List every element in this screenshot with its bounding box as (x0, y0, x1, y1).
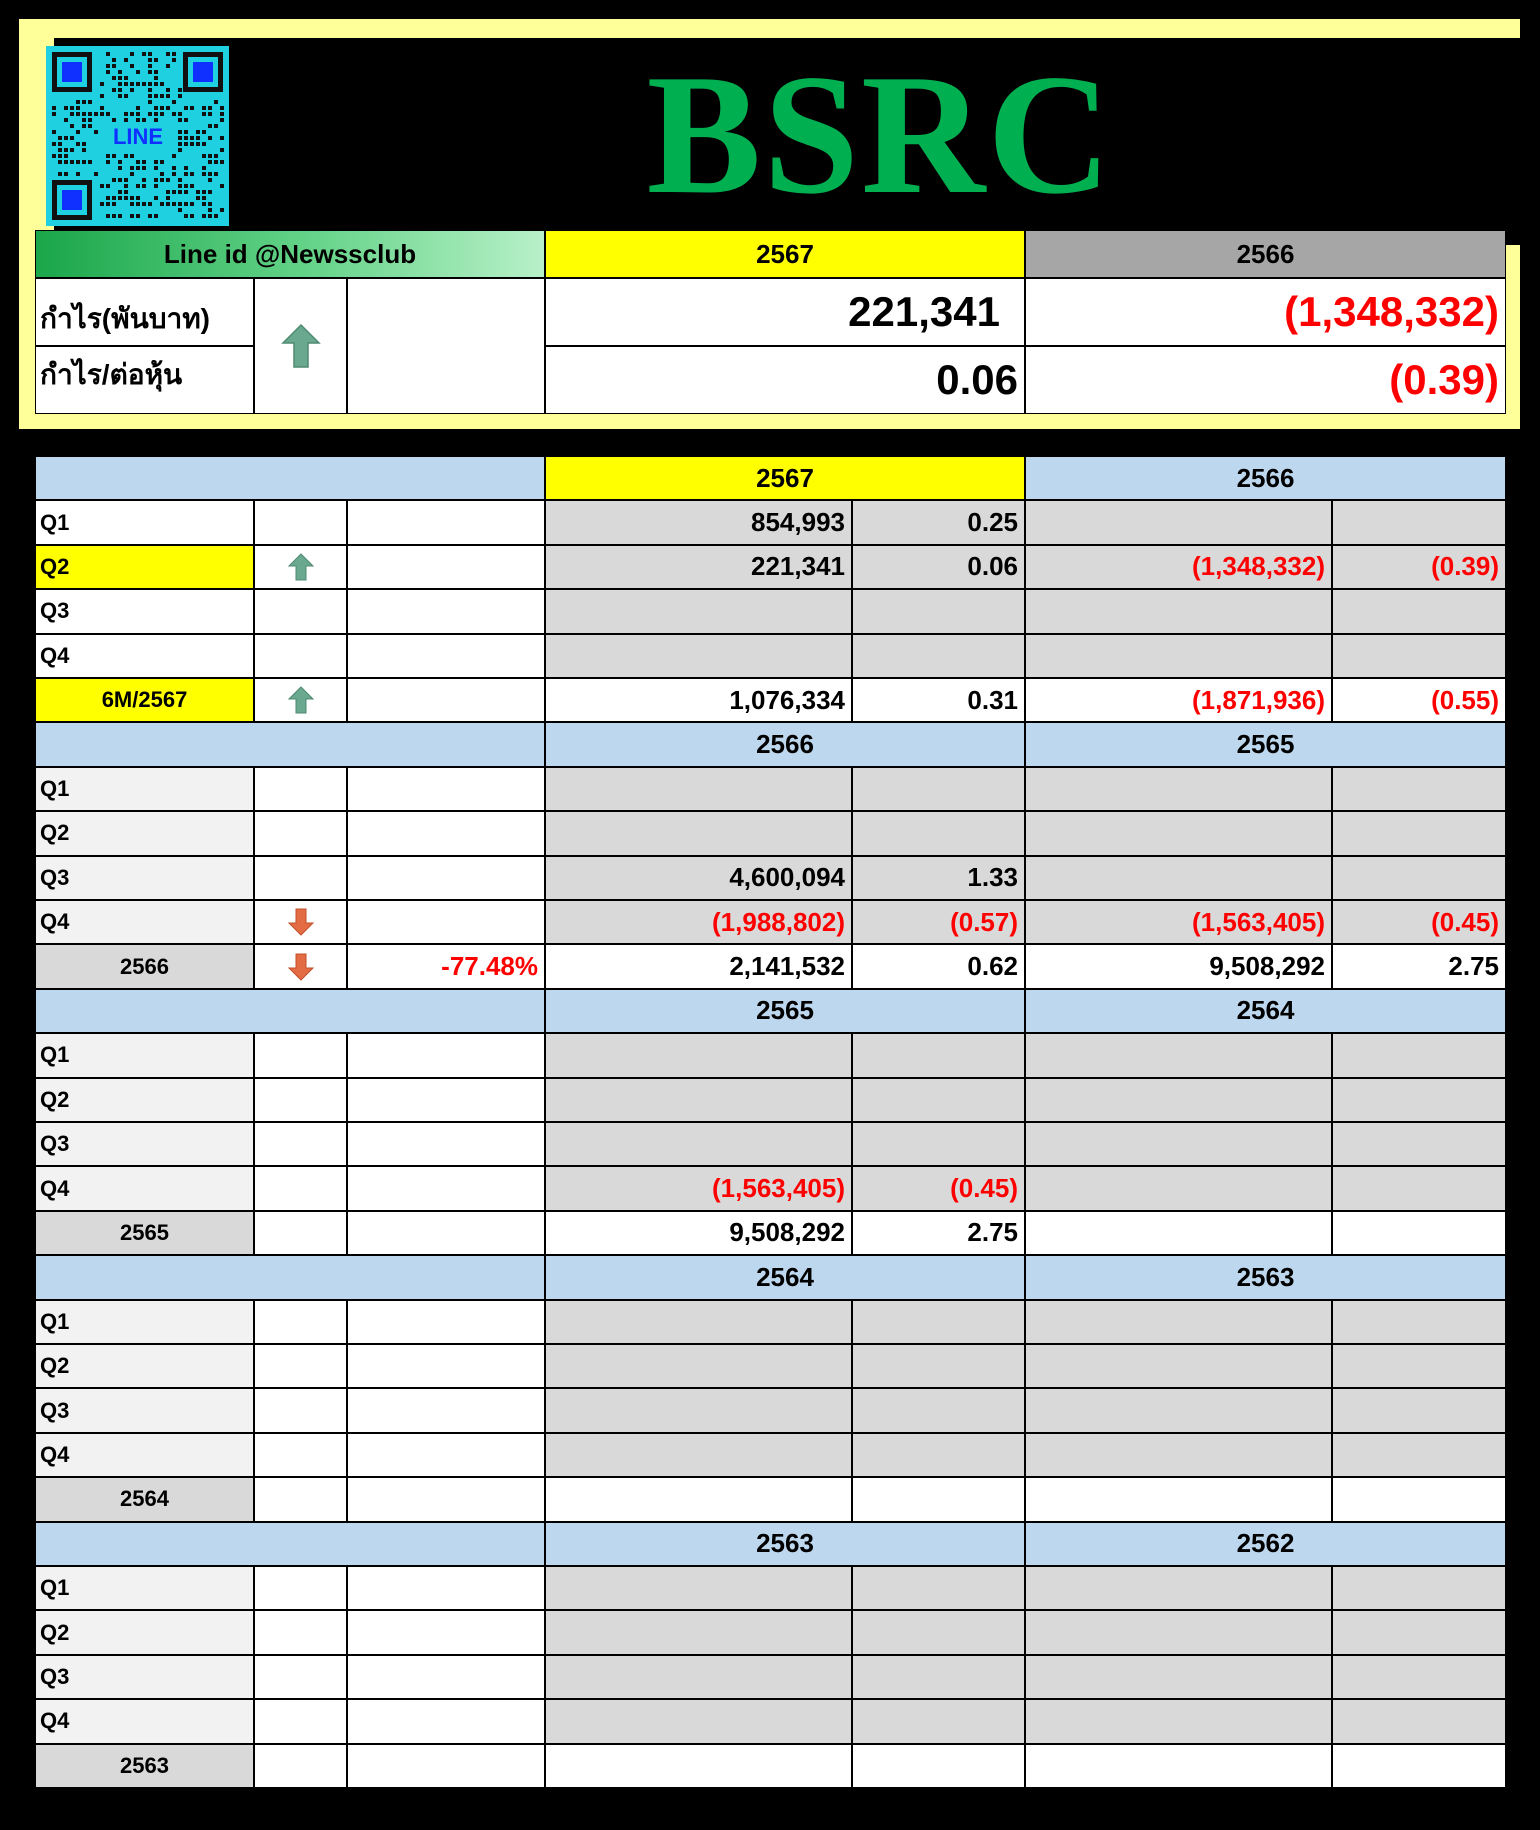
percent-change (347, 1166, 545, 1210)
value-b (1025, 1122, 1332, 1166)
row-label: 2566 (35, 944, 254, 988)
eps-a (852, 1344, 1025, 1388)
value-b (1025, 1744, 1332, 1788)
eps-a (852, 1300, 1025, 1344)
eps-a (852, 1566, 1025, 1610)
percent-change (347, 1477, 545, 1521)
percent-change (347, 1078, 545, 1122)
trend-cell (254, 1300, 347, 1344)
percent-change (347, 1433, 545, 1477)
section-header-blank (35, 1255, 545, 1299)
eps-a (852, 1033, 1025, 1077)
value-b (1025, 1699, 1332, 1743)
value-a (545, 1433, 852, 1477)
trend-cell (254, 1033, 347, 1077)
eps-b (1332, 1166, 1506, 1210)
value-a (545, 1122, 852, 1166)
trend-cell (254, 1078, 347, 1122)
value-a (545, 767, 852, 811)
percent-change (347, 1122, 545, 1166)
eps-a: 2.75 (852, 1211, 1025, 1255)
trend-cell (254, 811, 347, 855)
row-label: Q1 (35, 767, 254, 811)
percent-change (347, 1344, 545, 1388)
eps-a (852, 767, 1025, 811)
eps-a (852, 1610, 1025, 1654)
trend-cell (254, 1477, 347, 1521)
section-header-blank (35, 456, 545, 500)
value-b (1025, 1566, 1332, 1610)
value-a (545, 1610, 852, 1654)
trend-cell (254, 944, 347, 988)
row-label: 2563 (35, 1744, 254, 1788)
percent-change (347, 500, 545, 544)
row-label: 2565 (35, 1211, 254, 1255)
row-label: 6M/2567 (35, 678, 254, 722)
eps-a (852, 1388, 1025, 1432)
row-label: Q4 (35, 900, 254, 944)
header-eps-prev: (0.39) (1025, 346, 1506, 414)
value-a (545, 1566, 852, 1610)
trend-cell (254, 589, 347, 633)
eps-a: (0.45) (852, 1166, 1025, 1210)
eps-b (1332, 1033, 1506, 1077)
value-a (545, 1300, 852, 1344)
eps-b (1332, 1388, 1506, 1432)
eps-b (1332, 500, 1506, 544)
eps-a: 0.62 (852, 944, 1025, 988)
header-year-current: 2567 (545, 230, 1025, 278)
trend-cell (254, 545, 347, 589)
section-year-a: 2566 (545, 722, 1025, 766)
value-b (1025, 1078, 1332, 1122)
eps-b (1332, 856, 1506, 900)
value-a (545, 811, 852, 855)
eps-b (1332, 1078, 1506, 1122)
value-a (545, 1744, 852, 1788)
value-a: (1,563,405) (545, 1166, 852, 1210)
eps-b: (0.55) (1332, 678, 1506, 722)
header-profit-prev: (1,348,332) (1025, 278, 1506, 346)
company-ticker-title: BSRC (646, 40, 1114, 230)
percent-change (347, 678, 545, 722)
row-label: Q3 (35, 856, 254, 900)
line-qr-code[interactable] (46, 46, 229, 226)
row-label: Q4 (35, 634, 254, 678)
percent-change (347, 1610, 545, 1654)
percent-change (347, 1699, 545, 1743)
value-b (1025, 1610, 1332, 1654)
value-a (545, 1033, 852, 1077)
value-a: 1,076,334 (545, 678, 852, 722)
trend-cell (254, 1566, 347, 1610)
eps-b (1332, 1655, 1506, 1699)
value-a (545, 1388, 852, 1432)
trend-cell (254, 678, 347, 722)
profit-label: กำไร(พันบาท) (35, 278, 254, 346)
eps-a (852, 1655, 1025, 1699)
value-b: 9,508,292 (1025, 944, 1332, 988)
row-label: Q3 (35, 1655, 254, 1699)
eps-label: กำไร/ต่อหุ้น (35, 346, 254, 414)
trend-cell (254, 856, 347, 900)
eps-b (1332, 1344, 1506, 1388)
eps-a: 0.31 (852, 678, 1025, 722)
value-b (1025, 1477, 1332, 1521)
value-b (1025, 589, 1332, 633)
percent-change (347, 1300, 545, 1344)
value-a: 854,993 (545, 500, 852, 544)
trend-cell (254, 1610, 347, 1654)
eps-b (1332, 811, 1506, 855)
eps-b (1332, 589, 1506, 633)
value-a (545, 1078, 852, 1122)
percent-change (347, 1566, 545, 1610)
row-label: Q3 (35, 589, 254, 633)
percent-change (347, 811, 545, 855)
percent-change (347, 589, 545, 633)
percent-change (347, 1211, 545, 1255)
eps-b (1332, 1699, 1506, 1743)
eps-b (1332, 1122, 1506, 1166)
eps-b (1332, 1300, 1506, 1344)
percent-change (347, 1033, 545, 1077)
trend-cell (254, 1655, 347, 1699)
eps-a (852, 1699, 1025, 1743)
value-b: (1,348,332) (1025, 545, 1332, 589)
row-label: Q1 (35, 1033, 254, 1077)
trend-cell (254, 1744, 347, 1788)
value-a: 9,508,292 (545, 1211, 852, 1255)
arrow-down-icon (288, 908, 314, 936)
profit-trend (254, 278, 347, 414)
eps-b (1332, 1477, 1506, 1521)
arrow-up-icon (281, 323, 321, 369)
value-b (1025, 811, 1332, 855)
section-year-b: 2563 (1025, 1255, 1506, 1299)
row-label: Q2 (35, 1610, 254, 1654)
row-label: Q2 (35, 545, 254, 589)
eps-a (852, 1122, 1025, 1166)
value-b (1025, 856, 1332, 900)
value-b (1025, 1388, 1332, 1432)
arrow-up-icon (288, 686, 314, 714)
section-header-blank (35, 722, 545, 766)
section-year-b: 2564 (1025, 989, 1506, 1033)
section-year-a: 2563 (545, 1522, 1025, 1566)
header-eps-current: 0.06 (545, 346, 1025, 414)
value-b (1025, 500, 1332, 544)
value-b (1025, 1033, 1332, 1077)
trend-cell (254, 1344, 347, 1388)
section-year-a: 2567 (545, 456, 1025, 500)
eps-a: (0.57) (852, 900, 1025, 944)
value-b (1025, 634, 1332, 678)
value-a (545, 1655, 852, 1699)
section-header-blank (35, 989, 545, 1033)
row-label: Q4 (35, 1699, 254, 1743)
header-profit-current: 221,341 (545, 278, 1025, 346)
eps-b (1332, 767, 1506, 811)
percent-change (347, 1655, 545, 1699)
section-year-a: 2564 (545, 1255, 1025, 1299)
percent-change (347, 767, 545, 811)
value-b (1025, 1433, 1332, 1477)
percent-change (347, 856, 545, 900)
value-b (1025, 1166, 1332, 1210)
eps-b: 2.75 (1332, 944, 1506, 988)
eps-a (852, 811, 1025, 855)
eps-a (852, 1078, 1025, 1122)
percent-change (347, 1744, 545, 1788)
eps-a: 1.33 (852, 856, 1025, 900)
row-label: Q2 (35, 1078, 254, 1122)
value-b (1025, 1655, 1332, 1699)
section-year-b: 2562 (1025, 1522, 1506, 1566)
header-blank-cell (347, 278, 545, 414)
value-a (545, 589, 852, 633)
value-a: 221,341 (545, 545, 852, 589)
value-a: 4,600,094 (545, 856, 852, 900)
value-b (1025, 1344, 1332, 1388)
eps-a (852, 1433, 1025, 1477)
arrow-down-icon (288, 953, 314, 981)
eps-a (852, 589, 1025, 633)
eps-a (852, 1477, 1025, 1521)
percent-change (347, 545, 545, 589)
section-header-blank (35, 1522, 545, 1566)
value-a (545, 1477, 852, 1521)
row-label: Q4 (35, 1166, 254, 1210)
eps-b (1332, 634, 1506, 678)
row-label: Q1 (35, 1300, 254, 1344)
qr-line-label: LINE (102, 124, 174, 150)
eps-b: (0.45) (1332, 900, 1506, 944)
value-b: (1,563,405) (1025, 900, 1332, 944)
section-year-b: 2565 (1025, 722, 1506, 766)
value-a: (1,988,802) (545, 900, 852, 944)
row-label: Q2 (35, 1344, 254, 1388)
trend-cell (254, 634, 347, 678)
eps-b (1332, 1211, 1506, 1255)
row-label: Q3 (35, 1388, 254, 1432)
value-b (1025, 1300, 1332, 1344)
eps-b: (0.39) (1332, 545, 1506, 589)
value-b (1025, 767, 1332, 811)
value-a (545, 1699, 852, 1743)
eps-a: 0.06 (852, 545, 1025, 589)
eps-b (1332, 1610, 1506, 1654)
value-a (545, 1344, 852, 1388)
row-label: Q1 (35, 500, 254, 544)
trend-cell (254, 767, 347, 811)
percent-change (347, 634, 545, 678)
trend-cell (254, 1433, 347, 1477)
eps-b (1332, 1744, 1506, 1788)
eps-a (852, 1744, 1025, 1788)
percent-change: -77.48% (347, 944, 545, 988)
header-year-prev: 2566 (1025, 230, 1506, 278)
eps-a: 0.25 (852, 500, 1025, 544)
value-a (545, 634, 852, 678)
trend-cell (254, 1699, 347, 1743)
trend-cell (254, 1166, 347, 1210)
trend-cell (254, 500, 347, 544)
section-year-a: 2565 (545, 989, 1025, 1033)
row-label: Q4 (35, 1433, 254, 1477)
value-b: (1,871,936) (1025, 678, 1332, 722)
row-label: Q1 (35, 1566, 254, 1610)
line-id-label[interactable]: Line id @Newssclub (35, 230, 545, 278)
eps-a (852, 634, 1025, 678)
arrow-up-icon (288, 553, 314, 581)
value-a: 2,141,532 (545, 944, 852, 988)
row-label: 2564 (35, 1477, 254, 1521)
value-b (1025, 1211, 1332, 1255)
section-year-b: 2566 (1025, 456, 1506, 500)
percent-change (347, 1388, 545, 1432)
trend-cell (254, 1122, 347, 1166)
trend-cell (254, 1211, 347, 1255)
percent-change (347, 900, 545, 944)
row-label: Q3 (35, 1122, 254, 1166)
row-label: Q2 (35, 811, 254, 855)
trend-cell (254, 1388, 347, 1432)
eps-b (1332, 1433, 1506, 1477)
eps-b (1332, 1566, 1506, 1610)
trend-cell (254, 900, 347, 944)
